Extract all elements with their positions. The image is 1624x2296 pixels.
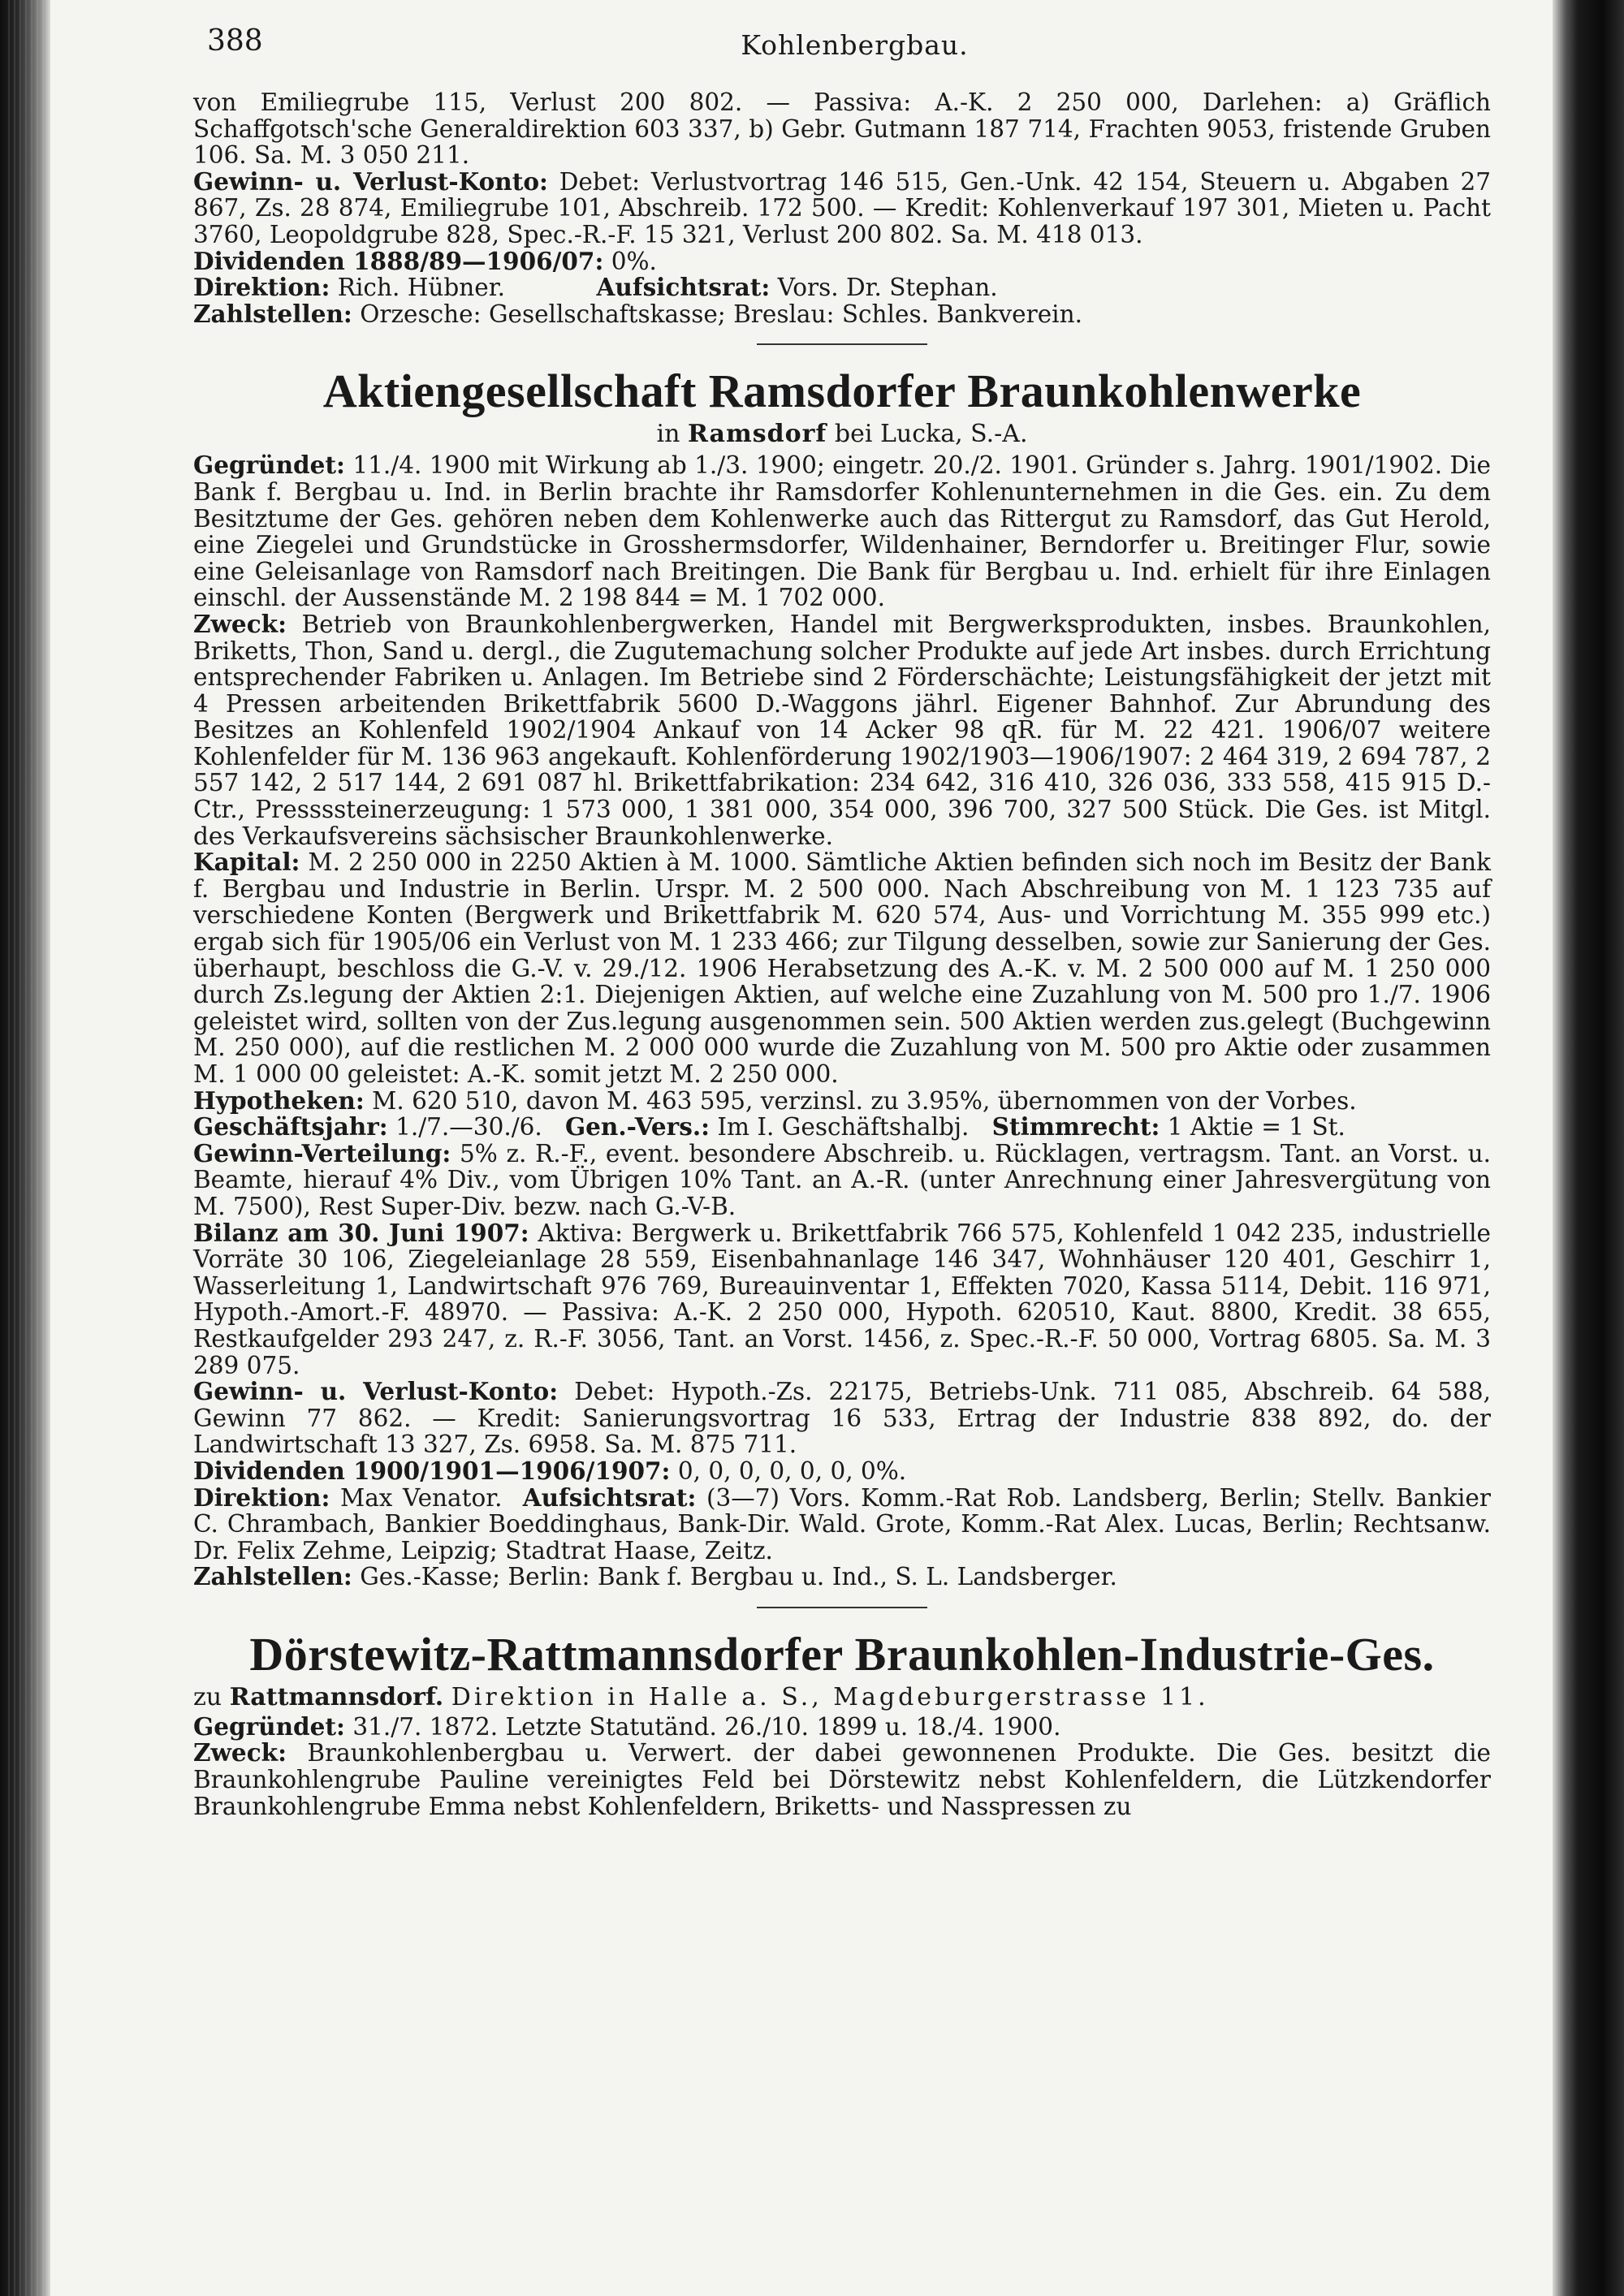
zweck-paragraph <box>193 611 1491 849</box>
section-doerstewitz <box>193 1626 1491 1819</box>
stimmrecht-text: 1 Aktie = 1 St. <box>1167 1113 1345 1142</box>
gewinnverteilung-paragraph <box>193 1138 1491 1220</box>
gegruendet-text: 11./4. 1900 mit Wirkung ab 1./3. 1900; eingetr. 20./2. 1901. Gründer s. Jahrg. 1901/1902. Die Bank f. Bergbau u. Ind. in Berlin brachte ihr Ramsdorfer Kohlenunternehmen in die Ges. ein. Zu dem Besitztume der Ges. gehören neben dem Kohlenwerke auch das Rittergut zu Ramsdorf, das Gut Herold, eine Ziegelei und Grundstücke in Grosshermsdorfer, Wildenhainer, Berndorfer u. Breitinger Flur, sowie eine Geleisanlage von Ramsdorf nach Breitingen. Die Bank für Bergbau u. Ind. erhielt für ihre Einlagen einschl. der Aussenstände M. 2 198 844 = M. 1 702 000. <box>193 451 1491 612</box>
dividenden-paragraph-2 <box>193 1458 1491 1485</box>
hypotheken-text: M. 620 510, davon M. 463 595, verzinsl. zu 3.95%, übernommen von der Vorbes. <box>372 1086 1357 1115</box>
dividenden-label: Dividenden 1888/89—1906/07: <box>193 246 604 275</box>
hypotheken-label: Hypotheken: <box>193 1085 365 1115</box>
zahlstellen-label: Zahlstellen: <box>193 299 352 328</box>
gewinnverteilung-label: Gewinn-Verteilung: <box>193 1138 451 1167</box>
spine-texture <box>8 0 45 2296</box>
location-suffix: bei Lucka, S.-A. <box>834 420 1028 449</box>
bilanz-paragraph <box>193 1220 1491 1379</box>
zweck-label-2: Zweck: <box>193 1738 287 1767</box>
zahlstellen-paragraph <box>193 301 1491 328</box>
company-title: Aktiengesellschaft Ramsdorfer Braunkohlenwerke <box>322 365 1362 418</box>
guv-paragraph-2 <box>193 1379 1491 1458</box>
gegruendet-label-2: Gegründet: <box>193 1711 345 1741</box>
gegruendet-label: Gegründet: <box>193 451 345 480</box>
stimmrecht-label: Stimmrecht: <box>991 1112 1160 1142</box>
section-divider <box>757 343 927 345</box>
zweck-text: Betrieb von Braunkohlenbergwerken, Handel mit Bergwerksprodukten, insbes. Braunkohlen, Briketts, Thon, Sand u. dergl., die Zugutemachung solcher Produkte auf jede Art insbes. durch Errichtung entsprechender Fabriken u. Anlagen. Im Betriebe sind 2 Förderschächte; Leistungsfähigkeit der jetzt mit 4 Pressen arbeitenden Brikettfabrik 5600 D.-Waggons jährl. Eigener Bahnhof. Zur Abrundung des Besitzes an Kohlenfeld 1902/1904 Ankauf von 14 Acker 98 qR. für M. 22 421. 1906/07 weitere Kohlenfelder für M. 136 963 angekauft. Kohlenförderung 1902/1903—1906/1907: 2 464 319, 2 694 787, 2 557 142, 2 517 144, 2 691 087 hl. Brikettfabrikation: 234 642, 316 410, 326 036, 333 558, 415 915 D.-Ctr., Pressssteinerzeugung: 1 573 000, 1 381 000, 354 000, 396 700, 327 500 Stück. Die Ges. ist Mitgl. des Verkaufsvereins sächsischer Braunkohlenwerke. <box>193 610 1491 850</box>
guv-text-2: Debet: Hypoth.-Zs. 22175, Betriebs-Unk. 711 085, Abschreib. 64 588, Gewinn 77 862. — Kredit: Sanierungsvortrag 16 533, Ertrag der Industrie 838 892, do. der Landwirtschaft 13 327, Zs. 6958. Sa. M. 875 711. <box>193 1378 1491 1459</box>
zweck-paragraph-2 <box>193 1740 1491 1819</box>
zweck-text-2: Braunkohlenbergbau u. Verwert. der dabei gewonnenen Produkte. Die Ges. besitzt die Braunkohlengrube Pauline vereinigtes Feld bei Dörstewitz nebst Kohlenfeldern, die Lützkendorfer Braunkohlengrube Emma nebst Kohlenfeldern, Briketts- und Nasspressen zu <box>193 1739 1491 1820</box>
aufsichtsrat-label-2: Aufsichtsrat: <box>522 1482 697 1512</box>
company-title-2: Dörstewitz-Rattmannsdorfer Braunkohlen-Industrie-Ges. <box>249 1627 1435 1681</box>
guv-label: Gewinn- u. Verlust-Konto: <box>193 166 548 196</box>
page-number: 388 <box>207 24 263 58</box>
gegruendet-paragraph <box>193 452 1491 611</box>
direktion-label-2: Direktion: <box>193 1482 330 1512</box>
aufsichtsrat-label: Aufsichtsrat: <box>596 273 771 302</box>
section-divider-2 <box>757 1607 927 1608</box>
genvers-label: Gen.-Vers.: <box>564 1112 710 1142</box>
dividenden-paragraph <box>193 248 1491 275</box>
gegruendet-paragraph-2 <box>193 1711 1491 1741</box>
company-location <box>193 420 1491 449</box>
running-title: Kohlenbergbau. <box>741 29 969 61</box>
location-prefix: in <box>656 420 680 449</box>
passiva-paragraph: von Emiliegrube 115, Verlust 200 802. — Passiva: A.-K. 2 250 000, Darlehen: a) Gräflich Schaffgotsch'sche Generaldirektion 603 337, b) Gebr. Gutmann 187 714, Frachten 9053, fristende Gruben 106. Sa. M. 3 050 211. <box>193 88 1491 170</box>
page-header <box>207 24 1502 73</box>
book-spine-shadow <box>0 0 50 2296</box>
direktion-text: Rich. Hübner. <box>337 274 506 302</box>
hypotheken-paragraph <box>193 1085 1491 1115</box>
genvers-text: Im I. Geschäftshalbj. <box>717 1113 970 1142</box>
zweck-label: Zweck: <box>193 609 287 638</box>
direktion-text-2: Max Venator. <box>339 1483 503 1512</box>
bilanz-label: Bilanz am 30. Juni 1907: <box>193 1218 529 1247</box>
dividenden-text: 0%. <box>611 247 657 275</box>
zahlstellen-text-2: Ges.-Kasse; Berlin: Bank f. Bergbau u. Ind., S. L. Landsberger. <box>360 1563 1117 1591</box>
direktion-paragraph <box>193 274 1491 301</box>
location-prefix-2: zu <box>193 1682 222 1711</box>
location-suffix-2: Direktion in Halle a. S., Magdeburgerstrasse 11. <box>451 1682 1209 1711</box>
kapital-text: M. 2 250 000 in 2250 Aktien à M. 1000. Sämtliche Aktien befinden sich noch im Besitz der Bank f. Bergbau und Industrie in Berlin. Urspr. M. 2 500 000. Nach Abschreibung von M. 1 123 735 auf verschiedene Konten (Bergwerk und Brikettfabrik M. 620 574, Aus- und Vorrichtung M. 355 999 etc.) ergab sich für 1905/06 ein Verlust von M. 1 233 466; zur Tilgung desselben, sowie zur Sanierung der Ges. überhaupt, beschloss die G.-V. v. 29./12. 1906 Herabsetzung des A.-K. v. M. 2 500 000 auf M. 1 250 000 durch Zs.legung der Aktien 2:1. Diejenigen Aktien, auf welche eine Zuzahlung von M. 500 pro 1./7. 1906 geleistet wird, sollten von der Zus.legung ausgenommen sein. 500 Aktien werden zus.gelegt (Buchgewinn M. 250 000), auf die restlichen M. 2 000 000 wurde die Zuzahlung von M. 500 pro Aktie oder zusammen M. 1 000 00 geleistet: A.-K. somit jetzt M. 2 250 000. <box>193 848 1491 1088</box>
zahlstellen-label-2: Zahlstellen: <box>193 1562 352 1591</box>
geschaeftsjahr-text: 1./7.—30./6. <box>395 1113 542 1142</box>
location-place: Ramsdorf <box>687 420 827 449</box>
bilanz-text: Aktiva: Bergwerk u. Brikettfabrik 766 575, Kohlenfeld 1 042 235, industrielle Vorräte 30 106, Ziegeleianlage 28 559, Eisenbahnanlage 146 347, Wohnhäuser 120 401, Geschirr 1, Wasserleitung 1, Landwirtschaft 976 769, Bureauinventar 1, Effekten 7020, Kassa 5114, Debit. 116 971, Hypoth.-Amort.-F. 48970. — Passiva: A.-K. 2 250 000, Hypoth. 620510, Kaut. 8800, Kredit. 38 655, Restkaufgelder 293 247, z. R.-F. 3056, Tant. an Vorst. 1456, z. Spec.-R.-F. 50 000, Vortrag 6805. Sa. M. 3 289 075. <box>193 1219 1491 1379</box>
kapital-paragraph <box>193 849 1491 1087</box>
guv-paragraph <box>193 166 1491 248</box>
dividenden-label-2: Dividenden 1900/1901—1906/1907: <box>193 1456 671 1485</box>
direktion-label: Direktion: <box>193 273 330 302</box>
section-continuation <box>193 89 1491 327</box>
gegruendet-text-2: 31./7. 1872. Letzte Statutänd. 26./10. 1899 u. 18./4. 1900. <box>352 1712 1061 1741</box>
dividenden-text-2: 0, 0, 0, 0, 0, 0, 0%. <box>677 1457 907 1485</box>
zahlstellen-paragraph-2 <box>193 1564 1491 1590</box>
direktion-paragraph-2 <box>193 1482 1491 1564</box>
page-edge-shadow <box>1553 0 1624 2296</box>
geschaeftsjahr-paragraph <box>193 1114 1491 1141</box>
gewinnverteilung-text: 5% z. R.-F., event. besondere Abschreib. u. Rücklagen, vertragsm. Tant. an Vorst. u. Beamte, hierauf 4% Div., vom Übrigen 10% Tant. an A.-R. (unter Anrechnung einer Jahresvergütung von M. 7500), Rest Super-Div. bezw. nach G.-V-B. <box>193 1139 1491 1220</box>
aufsichtsrat-text: Vors. Dr. Stephan. <box>777 274 998 302</box>
zahlstellen-text: Orzesche: Gesellschaftskasse; Breslau: Schles. Bankverein. <box>360 300 1082 328</box>
kapital-label: Kapital: <box>193 848 300 877</box>
company-location-2 <box>193 1683 1491 1712</box>
aufsichtsrat-text-2: (3—7) Vors. Komm.-Rat Rob. Landsberg, Berlin; Stellv. Bankier C. Chrambach, Bankier Boeddinghaus, Bank-Dir. Wald. Grote, Komm.-Rat Alex. Lucas, Berlin; Rechtsanw. Dr. Felix Zehme, Leipzig; Stadtrat Haase, Zeitz. <box>193 1483 1491 1564</box>
guv-text: Debet: Verlustvortrag 146 515, Gen.-Unk. 42 154, Steuern u. Abgaben 27 867, Zs. 28 874, Emiliegrube 101, Abschreib. 172 500. — Kredit: Kohlenverkauf 197 301, Mieten u. Pacht 3760, Leopoldgrube 828, Spec.-R.-F. 15 321, Verlust 200 802. Sa. M. 418 013. <box>193 167 1491 248</box>
section-ramsdorfer <box>193 363 1491 1590</box>
location-place-2: Rattmannsdorf. <box>229 1682 444 1711</box>
geschaeftsjahr-label: Geschäftsjahr: <box>193 1112 388 1142</box>
page-body <box>193 89 1491 1819</box>
guv-label-2: Gewinn- u. Verlust-Konto: <box>193 1377 559 1406</box>
